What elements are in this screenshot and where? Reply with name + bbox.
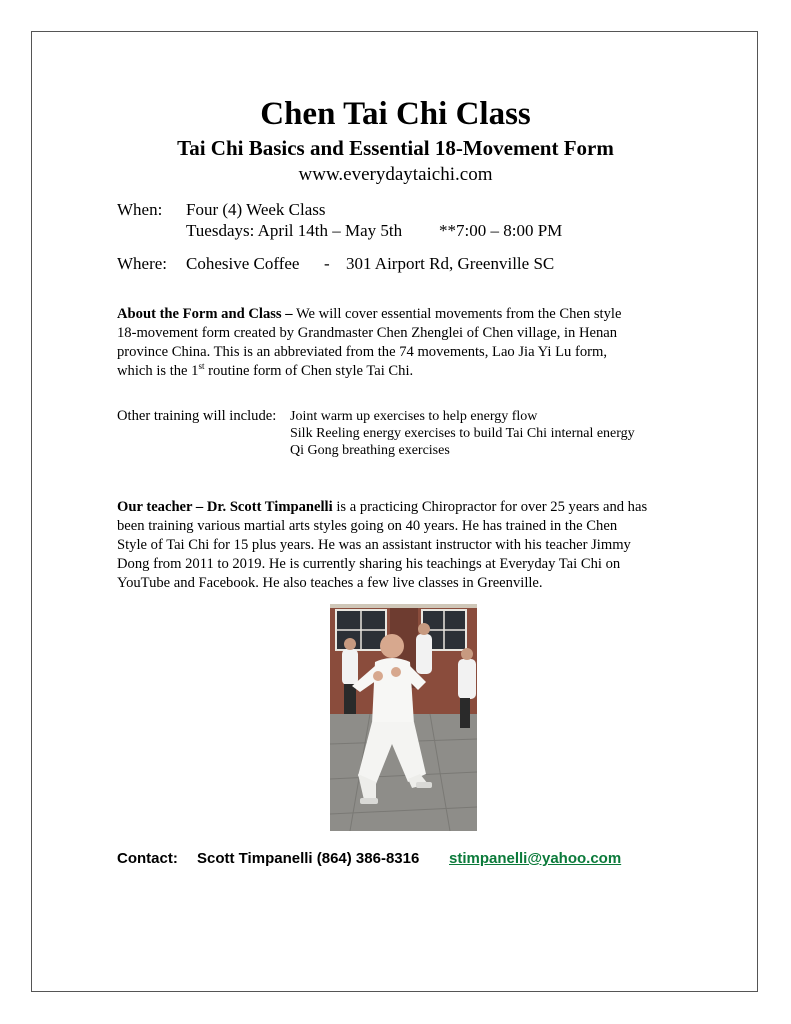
when-row [0,199,791,221]
where-label: Where: [117,254,168,273]
about-line-3: province China. This is an abbreviated from the 74 movements, Lao Jia Yi Lu form, [117,344,607,360]
about-line-1: We will cover essential movements from the Chen style [295,306,622,322]
about-line-2: 18-movement form created by Grandmaster Chen Zhenglei of Chen village, in Henan [117,325,618,341]
contact-email-link[interactable]: stimpanelli@yahoo.com [449,850,622,867]
about-line-4-post: routine form of Chen style Tai Chi. [204,363,414,379]
teacher-heading: Our teacher – Dr. Scott Timpanelli [117,499,333,515]
contact-name-phone: Scott Timpanelli (864) 386-8316 [197,850,420,867]
teacher-photo [330,604,477,831]
where-separator: - [324,254,330,273]
teacher-line-3: Style of Tai Chi for 15 plus years. He was an assistant instructor with his teacher Jimmy [117,537,631,553]
about-line-4-pre: which is the 1 [117,363,199,379]
where-address: 301 Airport Rd, Greenville SC [346,254,555,273]
about-paragraph [117,305,677,381]
page-subtitle: Tai Chi Basics and Essential 18-Movement Form [177,136,614,160]
about-heading: About the Form and Class – [117,306,293,322]
page-title: Chen Tai Chi Class [260,96,531,132]
contact-row [117,849,717,869]
teacher-photo-illustration [330,604,477,831]
when-schedule-row [0,220,791,242]
teacher-line-5: YouTube and Facebook. He also teaches a few live classes in Greenville. [117,575,543,591]
where-row [0,253,791,275]
teacher-line-1: is a practicing Chiropractor for over 25 years and has [332,499,648,515]
when-time: **7:00 – 8:00 PM [439,221,563,240]
training-item-3: Qi Gong breathing exercises [290,443,450,458]
training-item-1: Joint warm up exercises to help energy flow [290,409,538,424]
training-label: Other training will include: [117,408,277,424]
teacher-line-2: been training various martial arts styles going on 40 years. He has trained in the Chen [117,518,618,534]
training-item-2: Silk Reeling energy exercises to build Tai Chi internal energy [290,426,635,441]
when-duration: Four (4) Week Class [186,200,326,219]
contact-label: Contact: [117,850,178,867]
teacher-line-4: Dong from 2011 to 2019. He is currently sharing his teachings at Everyday Tai Chi on [117,556,621,572]
when-dates: Tuesdays: April 14th – May 5th [186,221,403,240]
website-url: www.everydaytaichi.com [298,164,493,185]
about-line-4-sup: st [198,361,205,372]
teacher-paragraph [117,498,677,593]
when-label: When: [117,200,163,219]
where-venue: Cohesive Coffee [186,254,300,273]
